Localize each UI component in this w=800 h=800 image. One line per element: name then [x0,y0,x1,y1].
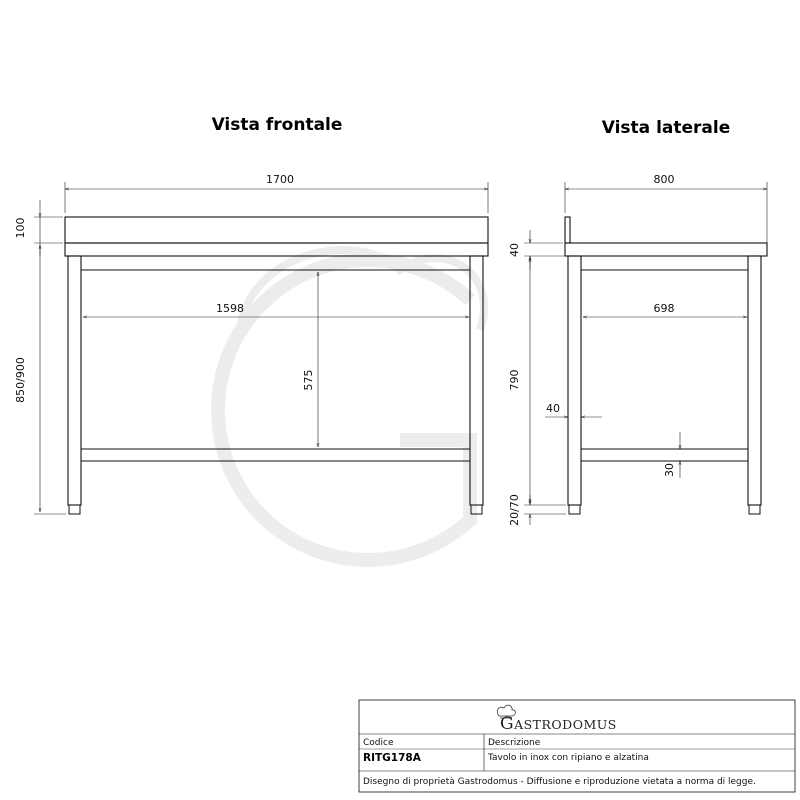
front-view-title: Vista frontale [211,115,343,135]
brand-name: GASTRODOMUS [500,714,617,734]
dim-inner-width: 1598 [216,302,244,315]
watermark-logo [218,250,484,560]
title-block [359,700,795,792]
title-block-footer: Disegno di proprietà Gastrodomus - Diffusione e riproduzione vietata a norma di legge. [363,777,756,787]
descrizione-label: Descrizione [488,738,541,748]
dim-shelf-gap: 575 [302,369,315,391]
descrizione-value: Tavolo in inox con ripiano e alzatina [488,753,649,763]
dim-top-thickness: 40 [508,243,521,257]
dim-backsplash: 100 [14,217,27,239]
codice-value: RITG178A [363,752,421,764]
dim-leg-width: 40 [546,402,560,415]
codice-label: Codice [363,738,394,748]
side-view-title: Vista laterale [601,118,731,138]
dim-shelf-thickness: 30 [663,463,676,477]
dim-height: 850/900 [14,357,27,403]
dim-width: 1700 [266,173,294,186]
dim-foot: 20/70 [508,494,521,526]
dim-inner-depth: 698 [653,302,675,315]
front-view [14,173,488,514]
dim-leg-height: 790 [508,369,521,391]
side-view [508,173,767,526]
dim-depth: 800 [653,173,675,186]
